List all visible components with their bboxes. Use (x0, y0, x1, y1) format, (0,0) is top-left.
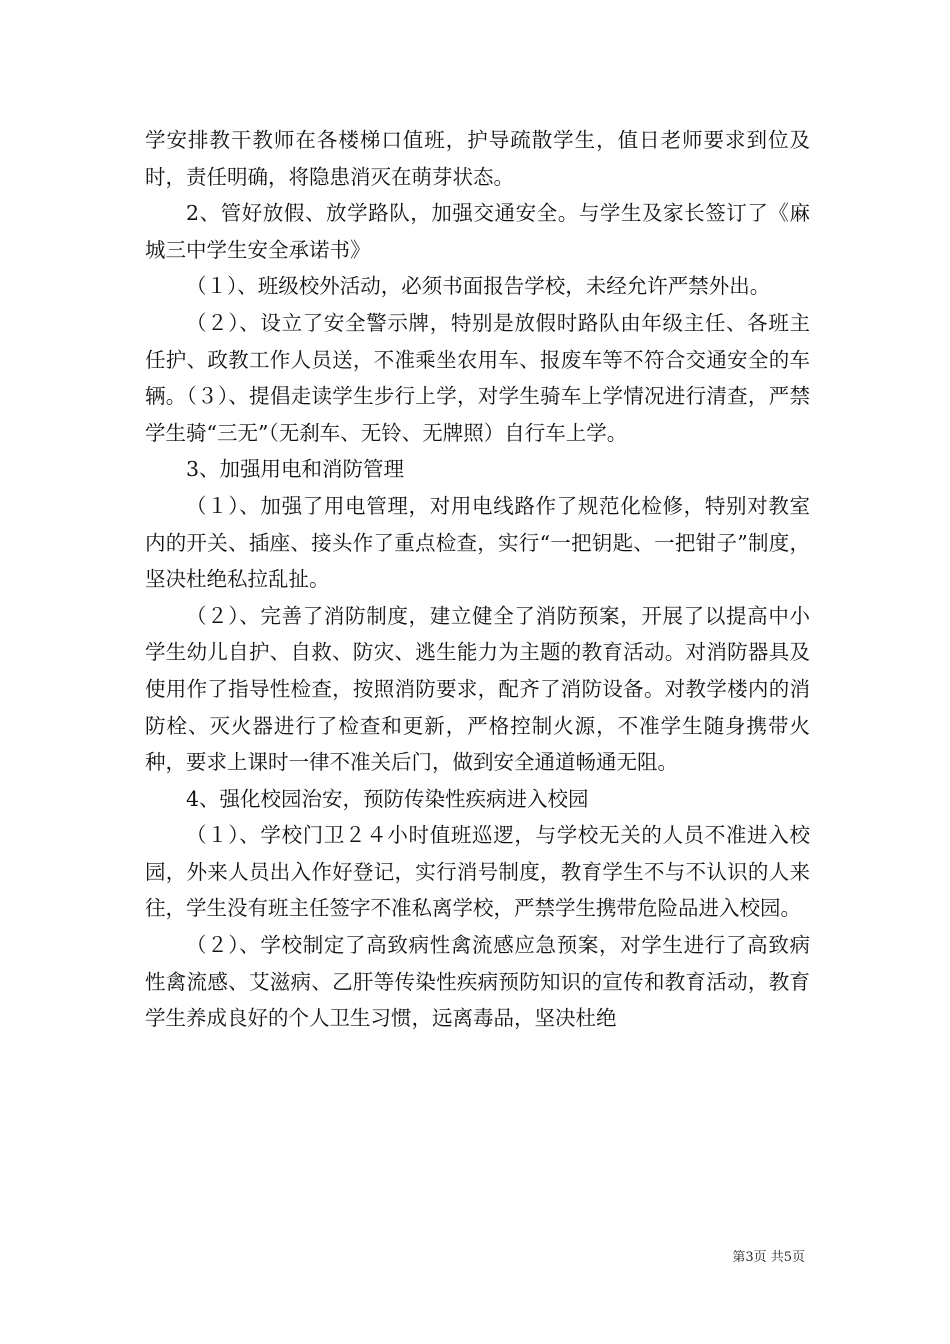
paragraph: 学安排教干教师在各楼梯口值班，护导疏散学生，值日老师要求到位及时，责任明确，将隐患消灭在萌芽状态。 (145, 128, 810, 189)
paragraph: （１）、班级校外活动，必须书面报告学校，未经允许严禁外出。 (186, 274, 771, 299)
paragraph: （１）、加强了用电管理，对用电线路作了规范化检修，特别对教室内的开关、插座、接头作了重点检查，实行“一把钥匙、一把钳子”制度，坚决杜绝私拉乱扯。 (145, 493, 810, 592)
document-body (145, 122, 810, 1037)
paragraph: 4、强化校园治安，预防传染性疾病进入校园 (186, 786, 589, 811)
paragraph: （１）、学校门卫２４小时值班巡逻，与学校无关的人员不准进入校园，外来人员出入作好登记，实行消号制度，教育学生不与不认识的人来往，学生没有班主任签字不准私离学校，严禁学生携带危险品进入校园。 (145, 823, 810, 921)
paragraph: 2、管好放假、放学路队，加强交通安全。与学生及家长签订了《麻城三中学生安全承诺书》 (145, 201, 810, 262)
paragraph: （２）、学校制定了高致病性禽流感应急预案，对学生进行了高致病性禽流感、艾滋病、乙肝等传染性疾病预防知识的宣传和教育活动，教育学生养成良好的个人卫生习惯，远离毒品，坚决杜绝 (145, 933, 810, 1031)
paragraph: （２）、完善了消防制度，建立健全了消防预案，开展了以提高中小学生幼儿自护、自救、防灾、逃生能力为主题的教育活动。对消防器具及使用作了指导性检查，按照消防要求，配齐了消防设备。对教学楼内的消防栓、灭火器进行了检查和更新，严格控制火源，不准学生随身携带火种，要求上课时一律不准关后门，做到安全通道畅通无阻。 (145, 603, 810, 775)
page-number: 第3页 共5页 (732, 1250, 805, 1265)
paragraph: 3、加强用电和消防管理 (186, 457, 405, 482)
paragraph: （２）、设立了安全警示牌，特别是放假时路队由年级主任、各班主任护、政教工作人员送，不准乘坐农用车、报废车等不符合交通安全的车辆。（３）、提倡走读学生步行上学，对学生骑车上学情况进行清查，严禁学生骑“三无”（无刹车、无铃、无牌照）自行车上学。 (145, 310, 810, 445)
